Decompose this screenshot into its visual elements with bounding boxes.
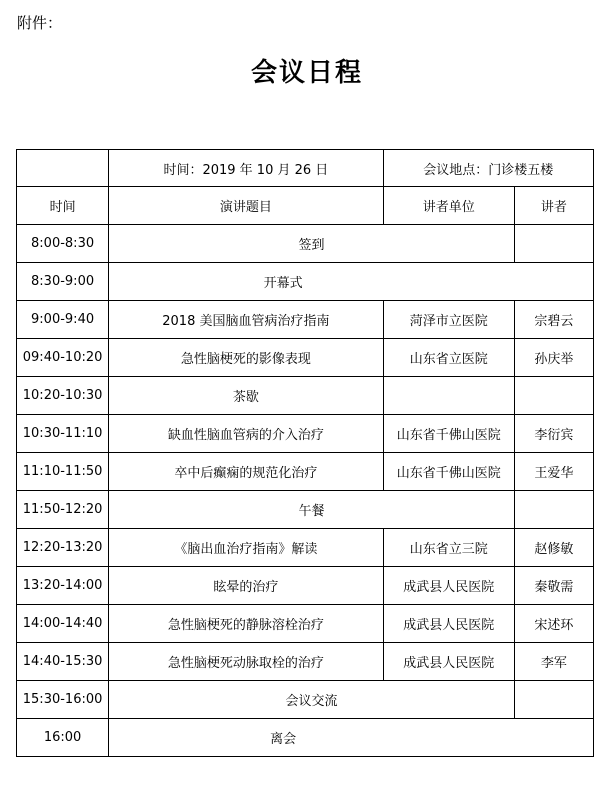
- time-cell: 13:20-14:00: [17, 567, 109, 605]
- speaker-cell: [514, 491, 593, 529]
- time-cell: 14:00-14:40: [17, 605, 109, 643]
- table-row: [17, 225, 594, 263]
- column-header-time: 时间: [17, 187, 109, 225]
- time-cell: 15:30-16:00: [17, 681, 109, 719]
- column-header-unit: 讲者单位: [383, 187, 514, 225]
- speaker-cell: 宋述环: [514, 605, 593, 643]
- topic-cell: [109, 719, 594, 757]
- unit-cell: 山东省立三院: [383, 529, 514, 567]
- time-cell: 16:00: [17, 719, 109, 757]
- speaker-cell: 秦敬需: [514, 567, 593, 605]
- topic-text: 开幕式: [263, 276, 303, 291]
- table-row: [17, 529, 594, 567]
- speaker-cell: 孙庆举: [514, 339, 593, 377]
- speaker-cell: [514, 377, 593, 415]
- table-row: [17, 453, 594, 491]
- topic-cell: [109, 263, 594, 301]
- table-row: [17, 377, 594, 415]
- time-cell: 8:30-9:00: [17, 263, 109, 301]
- table-row: [17, 491, 594, 529]
- topic-text: 离会: [270, 732, 297, 747]
- topic-cell: 卒中后癫痫的规范化治疗: [109, 453, 383, 491]
- page-title: 会议日程: [250, 58, 363, 88]
- topic-cell: 茶歇: [109, 377, 383, 415]
- column-header-speaker: 讲者: [514, 187, 593, 225]
- unit-cell: 山东省千佛山医院: [383, 415, 514, 453]
- speaker-cell: [514, 225, 593, 263]
- speaker-cell: 赵修敏: [514, 529, 593, 567]
- unit-cell: 山东省千佛山医院: [383, 453, 514, 491]
- table-row: [17, 605, 594, 643]
- speaker-cell: 李军: [514, 643, 593, 681]
- topic-cell: 眩晕的治疗: [109, 567, 383, 605]
- topic-cell: 《脑出血治疗指南》解读: [109, 529, 383, 567]
- time-cell: 10:20-10:30: [17, 377, 109, 415]
- table-row: [17, 415, 594, 453]
- time-cell: 12:20-13:20: [17, 529, 109, 567]
- table-row: [17, 719, 594, 757]
- unit-cell: 成武县人民医院: [383, 643, 514, 681]
- time-cell: 11:50-12:20: [17, 491, 109, 529]
- unit-cell: 菏泽市立医院: [383, 301, 514, 339]
- speaker-cell: 王爱华: [514, 453, 593, 491]
- table-row: [17, 339, 594, 377]
- table-row: [17, 263, 594, 301]
- table-header-meta-row: [17, 150, 594, 187]
- speaker-cell: 李衍宾: [514, 415, 593, 453]
- topic-cell: 午餐: [109, 491, 515, 529]
- unit-cell: 山东省立医院: [383, 339, 514, 377]
- time-cell: 09:40-10:20: [17, 339, 109, 377]
- speaker-cell: 宗碧云: [514, 301, 593, 339]
- schedule-table: [16, 149, 594, 757]
- empty-cell: [17, 150, 109, 187]
- attachment-label: 附件：: [17, 14, 63, 32]
- location-cell: 会议地点：门诊楼五楼: [383, 150, 593, 187]
- unit-cell: [383, 377, 514, 415]
- time-cell: 11:10-11:50: [17, 453, 109, 491]
- topic-cell: 缺血性脑血管病的介入治疗: [109, 415, 383, 453]
- topic-cell: 急性脑梗死动脉取栓的治疗: [109, 643, 383, 681]
- column-header-topic: 演讲题目: [109, 187, 383, 225]
- table-row: [17, 301, 594, 339]
- table-row: [17, 567, 594, 605]
- time-cell: 9:00-9:40: [17, 301, 109, 339]
- table-row: [17, 681, 594, 719]
- topic-cell: 急性脑梗死的静脉溶栓治疗: [109, 605, 383, 643]
- datetime-cell: 时间：2019 年 10 月 26 日: [109, 150, 383, 187]
- table-header-row: [17, 187, 594, 225]
- speaker-cell: [514, 681, 593, 719]
- unit-cell: 成武县人民医院: [383, 567, 514, 605]
- topic-cell: 签到: [109, 225, 515, 263]
- topic-cell: 2018 美国脑血管病治疗指南: [109, 301, 383, 339]
- unit-cell: 成武县人民医院: [383, 605, 514, 643]
- time-cell: 8:00-8:30: [17, 225, 109, 263]
- time-cell: 14:40-15:30: [17, 643, 109, 681]
- table-row: [17, 643, 594, 681]
- topic-cell: 急性脑梗死的影像表现: [109, 339, 383, 377]
- topic-cell: 会议交流: [109, 681, 515, 719]
- time-cell: 10:30-11:10: [17, 415, 109, 453]
